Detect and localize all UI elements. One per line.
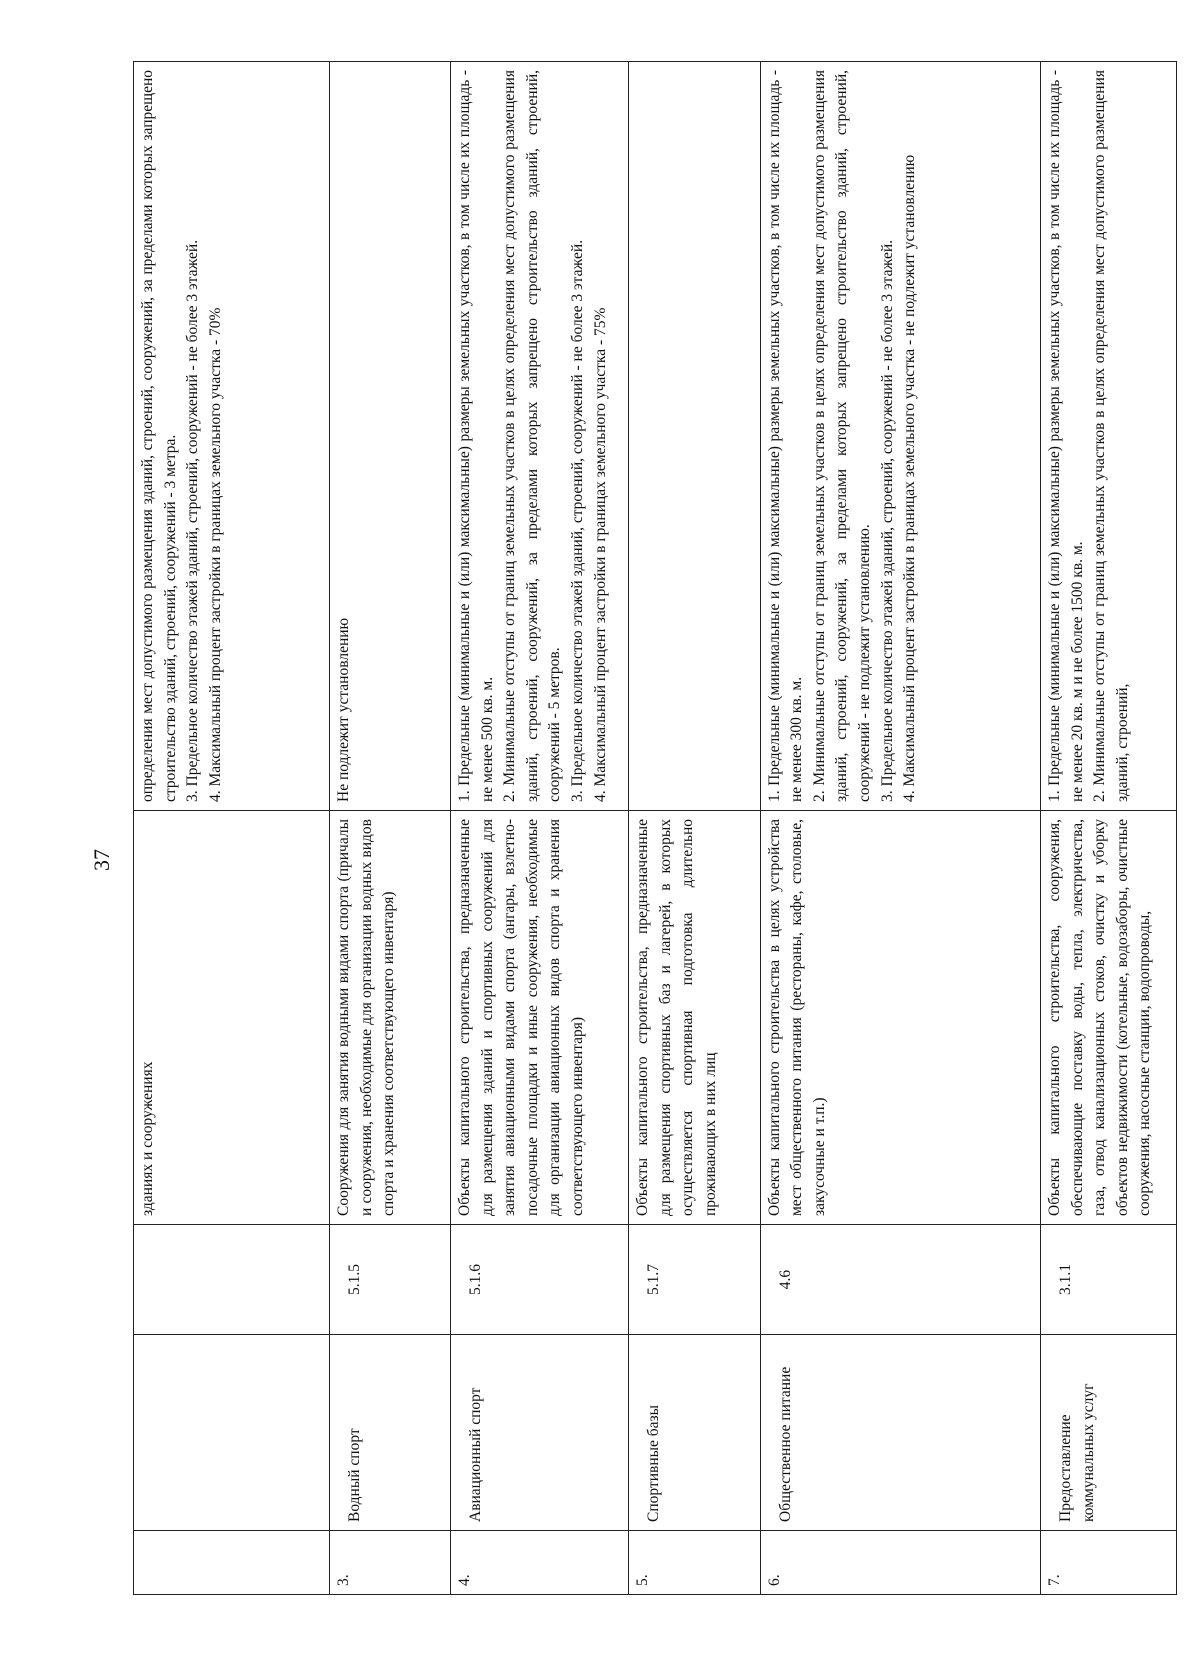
table-row <box>451 62 629 1595</box>
parameter-item: 1. Предельные (минимальные и (или) максимальные) размеры земельных участков, в том числе их площадь - не менее 20 кв. м и не более 1500 кв. м. <box>1046 70 1086 802</box>
use-description: Объекты капитального строительства, сооружения, обеспечивающие поставку воды, тепла, электричества, газа, отвод канализационных стоков, очистку и уборку объектов недвижимости (котельные, водозаборы, очистные сооружения, насосные станции, водопроводы, <box>1041 811 1177 1225</box>
use-type-name: Спортивные базы <box>629 1335 761 1531</box>
parameter-item: 1. Предельные (минимальные и (или) максимальные) размеры земельных участков, в том числе их площадь - не менее 500 кв. м. <box>456 70 496 802</box>
construction-parameters <box>1041 62 1177 811</box>
construction-parameters <box>629 62 761 811</box>
table-row <box>134 62 330 1595</box>
page-number: 37 <box>89 849 114 871</box>
parameter-item: 3. Предельное количество этажей зданий, строений, сооружений - не более 3 этажей. <box>569 239 587 802</box>
row-number: 6. <box>760 1531 1040 1595</box>
use-type-code: 5.1.6 <box>451 1225 629 1335</box>
use-description: Объекты капитального строительства в целях устройства мест общественного питания (рестораны, кафе, столовые, закусочные и т.п.) <box>760 811 1040 1225</box>
use-description: Объекты капитального строительства, предназначенные для размещения зданий и спортивных сооружений для занятия авиационными видами спорта (ангары, взлетно-посадочные площадки и иные сооружения, необходимые для организации авиационных видов спорта и хранения соответствующего инвентаря) <box>451 811 629 1225</box>
row-number: 4. <box>451 1531 629 1595</box>
use-type-code: 5.1.5 <box>330 1225 451 1335</box>
row-number: 5. <box>629 1531 761 1595</box>
use-type-code: 3.1.1 <box>1041 1225 1177 1335</box>
use-description: Сооружения для занятия водными видами спорта (причалы и сооружения, необходимые для организации водных видов спорта и хранения соответствующего инвентаря) <box>330 811 451 1225</box>
use-type-code: 5.1.7 <box>629 1225 761 1335</box>
use-type-name: Общественное питание <box>760 1335 1040 1531</box>
use-type-name <box>134 1335 330 1531</box>
parameter-item: 2. Минимальные отступы от границ земельных участков в целях определения мест допустимого размещения зданий, строений, <box>1091 70 1131 802</box>
parameter-item: 1. Предельные (минимальные и (или) максимальные) размеры земельных участков, в том числе их площадь - не менее 300 кв. м. <box>765 70 806 802</box>
parameter-item: 4. Максимальный процент застройки в границах земельного участка - не подлежит установлению <box>901 154 919 802</box>
use-type-code: 4.6 <box>760 1225 1040 1335</box>
parameter-item: 2. Минимальные отступы от границ земельных участков в целях определения мест допустимого размещения зданий, строений, сооружений, за пределами которых запрещено строительство зданий, строений, сооружений - не подлежит установлению. <box>810 70 874 802</box>
land-use-table-rotated <box>133 62 1177 1595</box>
use-type-name: Авиационный спорт <box>451 1335 629 1531</box>
parameter-item: 3. Предельное количество этажей зданий, строений, сооружений - не более 3 этажей. <box>184 239 202 802</box>
construction-parameters <box>134 62 330 811</box>
construction-parameters <box>330 62 451 811</box>
parameter-item: 3. Предельное количество этажей зданий, строений, сооружений - не более 3 этажей. <box>878 239 896 802</box>
parameter-item: 2. Минимальные отступы от границ земельных участков в целях определения мест допустимого размещения зданий, строений, сооружений, за пределами которых запрещено строительство зданий, строений, сооружений - 5 метров. <box>501 70 564 802</box>
parameter-item: 4. Максимальный процент застройки в границах земельного участка - 70% <box>206 307 224 802</box>
use-description: зданиях и сооружениях <box>134 811 330 1225</box>
row-number: 7. <box>1041 1531 1177 1595</box>
parameter-item: 4. Максимальный процент застройки в границах земельного участка - 75% <box>591 307 609 802</box>
use-type-name: Водный спорт <box>330 1335 451 1531</box>
table-row <box>760 62 1040 1595</box>
use-description: Объекты капитального строительства, предназначенные для размещения спортивных баз и лагерей, в которых осуществляется спортивная подготовка длительно проживающих в них лиц <box>629 811 761 1225</box>
row-number <box>134 1531 330 1595</box>
parameter-item: определения мест допустимого размещения зданий, строений, сооружений, за пределами которых запрещено строительство зданий, строений, сооружений - 3 метра. <box>139 70 179 802</box>
use-type-name: Предоставление коммунальных услуг <box>1041 1335 1177 1531</box>
construction-parameters <box>451 62 629 811</box>
table-body <box>134 62 1177 1595</box>
parameter-item: Не подлежит установлению <box>335 617 353 802</box>
row-number: 3. <box>330 1531 451 1595</box>
use-type-code <box>134 1225 330 1335</box>
land-use-table <box>133 61 1177 1595</box>
table-row <box>330 62 451 1595</box>
table-row <box>1041 62 1177 1595</box>
construction-parameters <box>760 62 1040 811</box>
table-row <box>629 62 761 1595</box>
